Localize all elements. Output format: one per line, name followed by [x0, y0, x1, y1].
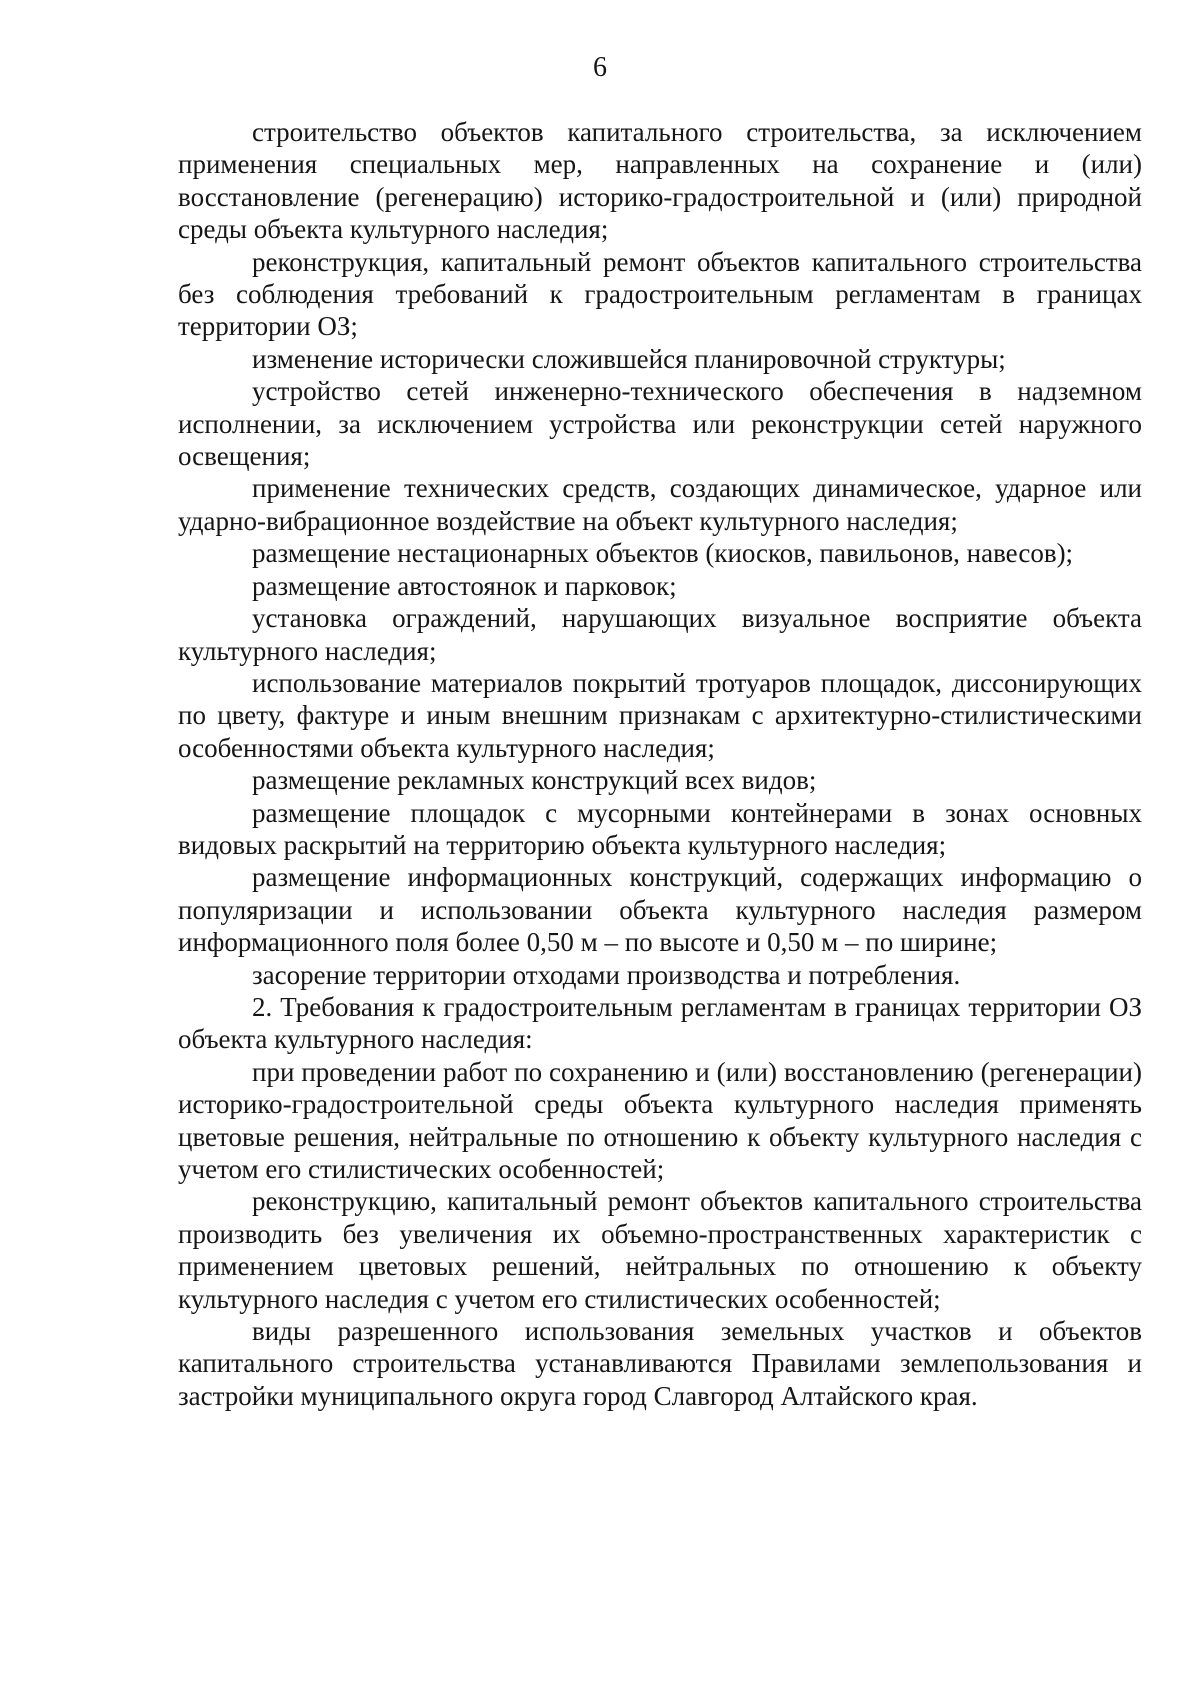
paragraph-requirement-reconstruction: реконструкцию, капитальный ремонт объектов капитального строительства производить без увеличения их объемно-пространственных характеристик с применением цветовых решений, нейтральных по отношению к объекту культурного наследия с учетом его стилистических особенностей; [178, 1186, 1142, 1314]
paragraph-restriction-parking: размещение автостоянок и парковок; [252, 570, 677, 601]
paragraph-requirement-permitted-use: виды разрешенного использования земельных участков и объектов капитального строительства устанавливаются Правилами землепользования и застройки муниципального округа город Славгород Алтайского края. [178, 1316, 1142, 1411]
paragraph-requirement-color-solutions: при проведении работ по сохранению и (или) восстановлению (регенерации) историко-градостроительной среды объекта культурного наследия применять цветовые решения, нейтральные по отношению к объекту культурного наследия с учетом его стилистических особенностей; [178, 1056, 1142, 1184]
paragraph-restriction-information-signs: размещение информационных конструкций, содержащих информацию о популяризации и использовании объекта культурного наследия размером информационного поля более 0,50 м – по высоте и 0,50 м – по ширине; [178, 862, 1142, 958]
paragraph-restriction-reconstruction: реконструкция, капитальный ремонт объектов капитального строительства без соблюдения требований к градостроительным регламентам в границах территории ОЗ; [178, 246, 1142, 342]
paragraph-restriction-overhead-networks: устройство сетей инженерно-технического обеспечения в надземном исполнении, за исключением устройства или реконструкции сетей наружного освещения; [178, 376, 1142, 472]
paragraph-restriction-paving-materials: использование материалов покрытий тротуаров площадок, диссонирующих по цвету, фактуре и иным внешним признакам с архитектурно-стилистическими особенностями объекта культурного наследия; [178, 667, 1142, 763]
paragraph-restriction-kiosks: размещение нестационарных объектов (киосков, павильонов, навесов); [252, 538, 1074, 569]
paragraph-restriction-advertising: размещение рекламных конструкций всех видов; [252, 765, 817, 796]
paragraph-restriction-capital-construction: строительство объектов капитального строительства, за исключением применения специальных мер, направленных на сохранение и (или) восстановление (регенерацию) историко-градостроительной и (или) природной среды объекта культурного наследия; [178, 117, 1142, 245]
paragraph-restriction-vibration: применение технических средств, создающих динамическое, ударное или ударно-вибрационное воздействие на объект культурного наследия; [178, 473, 1142, 536]
page-number: 6 [593, 52, 607, 83]
paragraph-restriction-waste-containers: размещение площадок с мусорными контейнерами в зонах основных видовых раскрытий на территорию объекта культурного наследия; [178, 797, 1142, 860]
section-heading-requirements: 2. Требования к градостроительным регламентам в границах территории ОЗ объекта культурного наследия: [178, 991, 1142, 1055]
paragraph-restriction-littering: засорение территории отходами производства и потребления. [252, 959, 961, 990]
document-body [178, 116, 1142, 1412]
paragraph-restriction-fences: установка ограждений, нарушающих визуальное восприятие объекта культурного наследия; [178, 603, 1142, 666]
paragraph-restriction-planning-structure: изменение исторически сложившейся планировочной структуры; [252, 343, 1006, 374]
